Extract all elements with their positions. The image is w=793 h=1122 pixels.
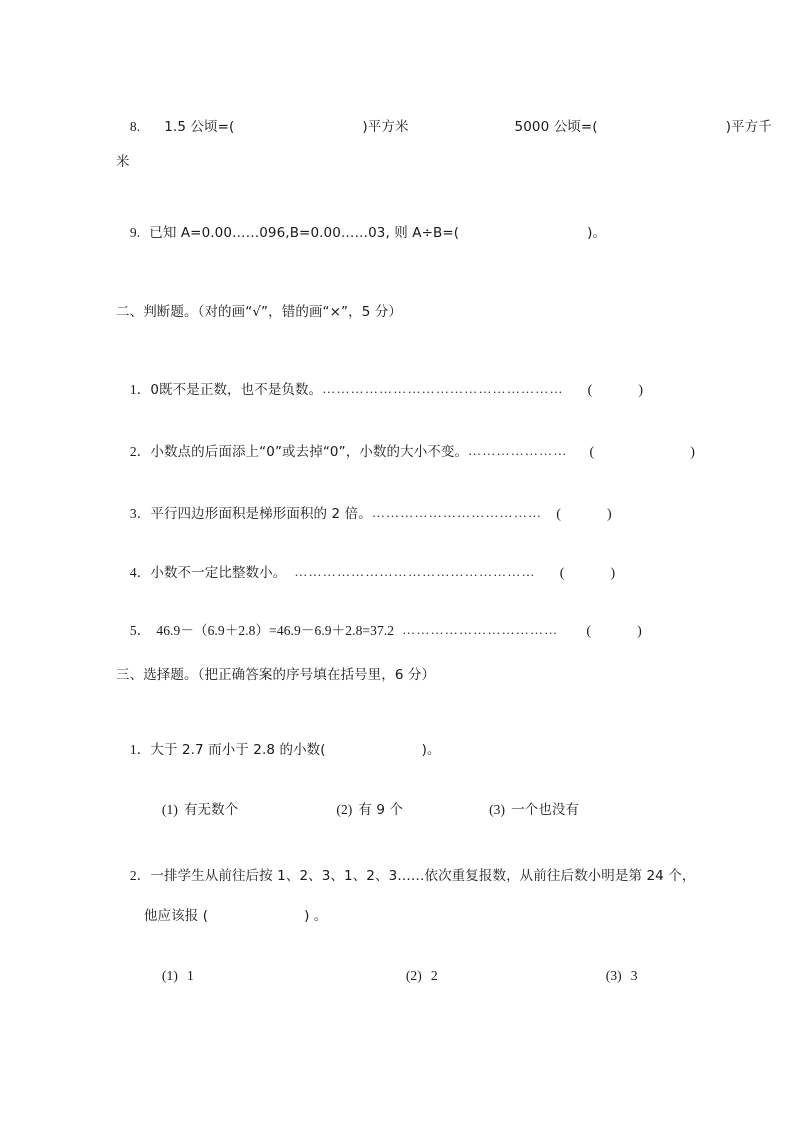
mc-q1-option-2-text[interactable]: 有 9 个: [358, 801, 404, 818]
tf-item-5: [116, 609, 642, 652]
section-multiple-choice-heading: 三、选择题。（把正确答案的序号填在括号里，6 分）: [116, 667, 436, 683]
mc-q1-option-3-text[interactable]: 一个也没有: [511, 801, 580, 818]
tf-item-4-paren-open: (: [559, 565, 565, 581]
question-9-close: )。: [587, 224, 607, 241]
mc-q2-option-3-label[interactable]: (3): [605, 967, 622, 983]
tf-item-1-paren-close: ): [638, 382, 644, 398]
mc-question-2-line2: [130, 895, 327, 937]
tf-item-3-paren-close: ): [607, 506, 612, 522]
question-9-line: [116, 212, 606, 254]
tf-item-5-paren-open: (: [586, 623, 592, 639]
mc-question-2-number: 2．: [129, 867, 151, 883]
tf-item-5-paren-close: ): [637, 623, 642, 639]
mc-question-2-stem-line2-post: ) 。: [304, 907, 328, 924]
tf-item-2-paren-open: (: [589, 444, 595, 460]
question-9-number: 9.: [129, 224, 141, 240]
mc-question-2-stem-line2-pre: 他应该报 (: [143, 907, 209, 924]
tf-item-4-text: 小数不一定比整数小。: [150, 564, 287, 581]
tf-item-5-leader: ……………………………: [402, 621, 559, 637]
tf-item-4-paren-close: ): [610, 565, 616, 581]
mc-question-1-number: 1．: [129, 741, 151, 757]
mc-question-2-options: [148, 955, 638, 996]
tf-item-2: [116, 430, 695, 473]
section-true-false-heading: 二、判断题。（对的画“√”，错的画“×”，5 分）: [116, 304, 403, 320]
mc-q1-option-1-label[interactable]: (1): [161, 801, 178, 817]
tf-item-3: [116, 492, 612, 535]
mc-q2-option-1-label[interactable]: (1): [161, 967, 178, 983]
tf-item-3-leader: ………………………………: [371, 504, 543, 520]
tf-item-1-leader: ……………………………………………: [322, 380, 564, 396]
tf-item-1-number: 1．: [129, 381, 151, 397]
question-8-number: 8.: [129, 118, 141, 134]
mc-q1-option-2-label[interactable]: (2): [336, 801, 353, 817]
mc-question-1-options: [148, 789, 579, 831]
mc-q2-option-2-text[interactable]: 2: [430, 967, 438, 983]
mc-q2-option-1-text[interactable]: 1: [186, 967, 194, 983]
tf-item-1-text: 0既不是正数，也不是负数。: [150, 381, 323, 398]
mc-q1-option-1-text[interactable]: 有无数个: [183, 801, 239, 818]
mc-question-2-line1: [116, 855, 695, 897]
question-8-right-expression: 5000 公顷=(: [514, 118, 598, 135]
mc-question-1-stem-close: )。: [421, 741, 441, 758]
tf-item-1-paren-open: (: [587, 382, 593, 398]
tf-item-2-paren-close: ): [690, 444, 696, 460]
tf-item-4: [116, 551, 615, 594]
mc-question-2-stem-line1: 一排学生从前往后按 1、2、3、1、2、3……依次重复报数，从前往后数小明是第 24 个，: [150, 867, 696, 884]
question-8-left-expression: 1.5 公顷=(: [164, 118, 235, 135]
question-9-text: 已知 A=0.00……096,B=0.00……03, 则 A÷B=(: [149, 224, 460, 241]
tf-item-5-text: 46.9－（6.9＋2.8）=46.9－6.9＋2.8=37.2: [156, 622, 395, 638]
tf-item-4-number: 4．: [129, 564, 151, 580]
mc-q1-option-3-label[interactable]: (3): [489, 801, 506, 817]
tf-item-3-number: 3．: [129, 505, 151, 521]
tf-item-3-text: 平行四边形面积是梯形面积的 2 倍。: [150, 505, 372, 522]
mc-question-1-stem: 大于 2.7 而小于 2.8 的小数(: [150, 741, 326, 758]
mc-q2-option-2-label[interactable]: (2): [405, 967, 422, 983]
question-8-right-unit: )平方千: [725, 118, 772, 135]
question-8-line1: [116, 106, 772, 148]
tf-item-2-number: 2．: [129, 443, 151, 459]
tf-item-2-leader: …………………: [468, 442, 568, 458]
tf-item-5-number: 5．: [129, 622, 151, 638]
question-8-wrap: 米: [116, 154, 130, 170]
tf-item-1: [116, 368, 643, 411]
tf-item-3-paren-open: (: [556, 506, 562, 522]
tf-item-4-leader: ……………………………………………: [294, 563, 536, 579]
tf-item-2-text: 小数点的后面添上“0”或去掉“0”，小数的大小不变。: [150, 443, 469, 460]
mc-q2-option-3-text[interactable]: 3: [630, 967, 638, 983]
question-8-left-unit: )平方米: [362, 118, 409, 135]
mc-question-1: [116, 729, 441, 771]
